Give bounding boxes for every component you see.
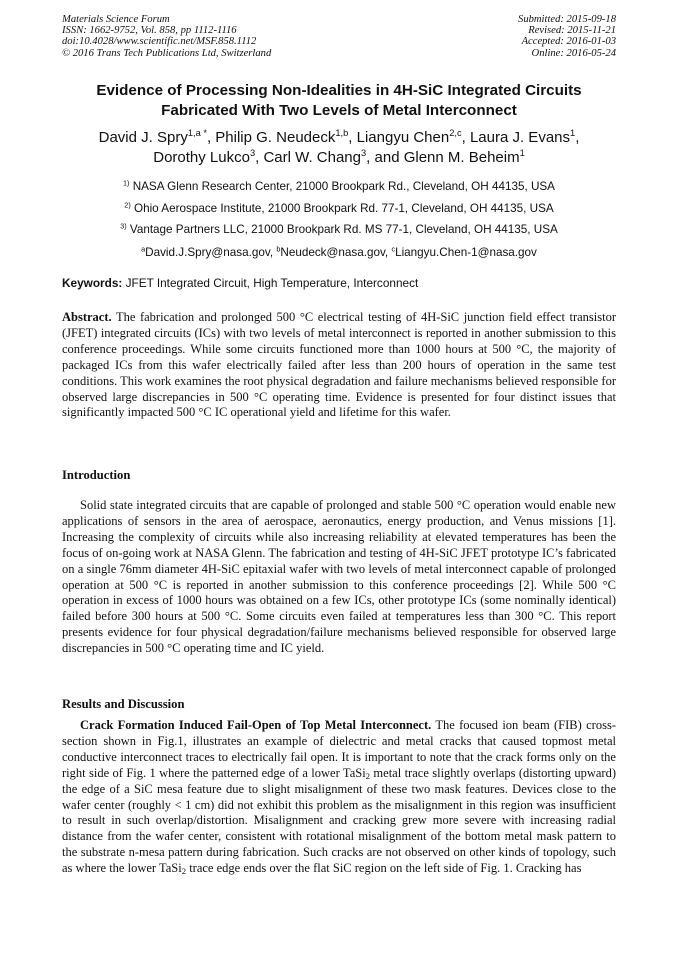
author-name: , Philip G. Neudeck	[206, 129, 336, 146]
author-affil-sup: 1,a *	[187, 128, 207, 139]
affiliation-2	[40, 198, 638, 220]
email-sup: a	[141, 244, 146, 254]
results-text-3: trace edge ends over the flat SiC region on the left side of Fig. 1. Cracking has	[186, 861, 582, 876]
submitted-date: Submitted: 2015-09-18	[518, 14, 616, 25]
author-name: David J. Spry	[98, 129, 188, 146]
author-emails	[40, 242, 638, 264]
title-line-1: Evidence of Processing Non-Idealities in 4H-SiC Integrated Circuits	[96, 82, 582, 99]
dates-header	[518, 14, 616, 59]
email-chen[interactable]: Liangyu.Chen-1@nasa.gov	[395, 245, 537, 259]
results-paragraph	[62, 718, 616, 877]
email-sup: c	[391, 244, 396, 254]
keywords-label: Keywords:	[62, 276, 123, 290]
author-name: Dorothy Lukco	[153, 149, 250, 166]
subscript: 2	[181, 866, 187, 877]
author-list	[40, 128, 638, 168]
paper-title	[40, 81, 638, 120]
keywords	[62, 276, 616, 290]
accepted-date: Accepted: 2016-01-03	[521, 36, 616, 48]
keywords-text: JFET Integrated Circuit, High Temperature, Interconnect	[122, 276, 419, 290]
online-date: Online: 2016-05-24	[531, 47, 616, 59]
email-spry[interactable]: David.J.Spry@nasa.gov,	[145, 245, 277, 259]
affiliation-number: 2)	[124, 200, 131, 210]
affiliation-1	[40, 176, 638, 198]
author-name: , Carl W. Chang	[255, 149, 361, 166]
email-sup: b	[276, 244, 281, 254]
author-name: , Liangyu Chen	[348, 129, 450, 146]
author-affil-sup: 2,c	[449, 128, 462, 139]
results-text-1: The focused ion beam (FIB) cross-section shown in Fig.1, illustrates an example of dielectric and metal cracks that caused topmost metal conductive interconnect traces to electrically fail open. It is important to note that the crack forms only on the right side of Fig. 1 where the patterned edge of a lower TaSi	[62, 718, 616, 780]
author-separator: ,	[575, 129, 580, 146]
author-affil-sup: 1	[519, 148, 525, 159]
affiliation-3	[40, 219, 638, 241]
copyright: © 2016 Trans Tech Publications Ltd, Switzerland	[62, 47, 272, 59]
author-affil-sup: 1,b	[335, 128, 349, 139]
journal-header	[62, 14, 271, 59]
affiliations	[40, 176, 638, 263]
introduction-paragraph: Solid state integrated circuits that are capable of prolonged and stable 500 °C operation would enable new applications of sensors in the area of aerospace, aeronautics, energy production, and Venus missions [1]. Increasing the complexity of circuits while also increasing reliability at elevated temperatures has been the focus of on-going work at NASA Glenn. The fabrication and testing of 4H-SiC JFET prototype IC’s fabricated on a single 76mm diameter 4H-SiC epitaxial wafer with two levels of metal interconnect capable of prolonged operation at 500 °C is reported in another submission to this conference proceedings [2]. While 500 °C operation in excess of 1000 hours was obtained on a few ICs, other prototype ICs (some nominally identical) failed before 300 hours at 500 °C. Some circuits even failed at temperatures less than 300 °C. This report presents evidence for four physical degradation/failure mechanisms believed responsible for observed large discrepancies in 500 °C operating time and IC yield.	[62, 498, 616, 656]
subscript: 2	[365, 770, 371, 781]
author-affil-sup: 3	[361, 148, 367, 159]
abstract-label: Abstract.	[62, 310, 112, 324]
affiliation-number: 3)	[120, 221, 127, 231]
author-line-2	[40, 148, 638, 168]
affiliation-number: 1)	[123, 178, 130, 188]
revised-date: Revised: 2015-11-21	[528, 25, 616, 37]
author-name: , Laura J. Evans	[461, 129, 571, 146]
author-line-1	[40, 128, 638, 148]
doi: doi:10.4028/www.scientific.net/MSF.858.1112	[62, 36, 257, 48]
author-name: , and Glenn M. Beheim	[366, 149, 520, 166]
affiliation-text: Ohio Aerospace Institute, 21000 Brookpark Rd. 77-1, Cleveland, OH 44135, USA	[130, 201, 554, 215]
abstract	[62, 310, 616, 421]
affiliation-text: NASA Glenn Research Center, 21000 Brookpark Rd., Cleveland, OH 44135, USA	[129, 180, 555, 193]
email-neudeck[interactable]: Neudeck@nasa.gov,	[280, 245, 392, 259]
section-heading-introduction: Introduction	[62, 468, 131, 482]
results-text-2: metal trace slightly overlaps (distorting upward) the edge of a SiC mesa feature due to slight misalignment of these two mask features. Devices close to the wafer center (roughly < 1 cm) did not exhibit this problem as the misalignment in this region was insufficient to result in such overlap/distortion. Misalignment and cracking grew more severe with increasing radial distance from the wafer center, consistent with rotational misalignment of the bottom metal mask pattern to the substrate n-mesa pattern during fabrication. Such cracks are not observed on other kinds of topology, such as where the lower TaSi	[62, 765, 616, 876]
issn: ISSN: 1662-9752, Vol. 858, pp 1112-1116	[62, 25, 237, 37]
abstract-text: The fabrication and prolonged 500 °C electrical testing of 4H-SiC junction field effect transistor (JFET) integrated circuits (ICs) with two levels of metal interconnect is reported in another submission to this conference proceedings. While some circuits functioned more than 1000 hours at 500 °C, the majority of packaged ICs from this wafer electrically failed after less than 200 hours of operation in the same test conditions. This work examines the root physical degradation and failure mechanisms believed responsible for observed large discrepancies in 500 °C operating time. Evidence is presented for four distinct issues that significantly impacted 500 °C IC operational yield and lifetime for this wafer.	[62, 310, 616, 420]
author-affil-sup: 1	[570, 128, 576, 139]
journal-name: Materials Science Forum	[62, 14, 170, 25]
affiliation-text: Vantage Partners LLC, 21000 Brookpark Rd. MS 77-1, Cleveland, OH 44135, USA	[126, 223, 558, 236]
author-affil-sup: 3	[249, 148, 256, 159]
title-line-2: Fabricated With Two Levels of Metal Interconnect	[161, 101, 517, 119]
section-heading-results: Results and Discussion	[62, 697, 185, 711]
subsection-heading: Crack Formation Induced Fail-Open of Top Metal Interconnect.	[80, 718, 432, 732]
